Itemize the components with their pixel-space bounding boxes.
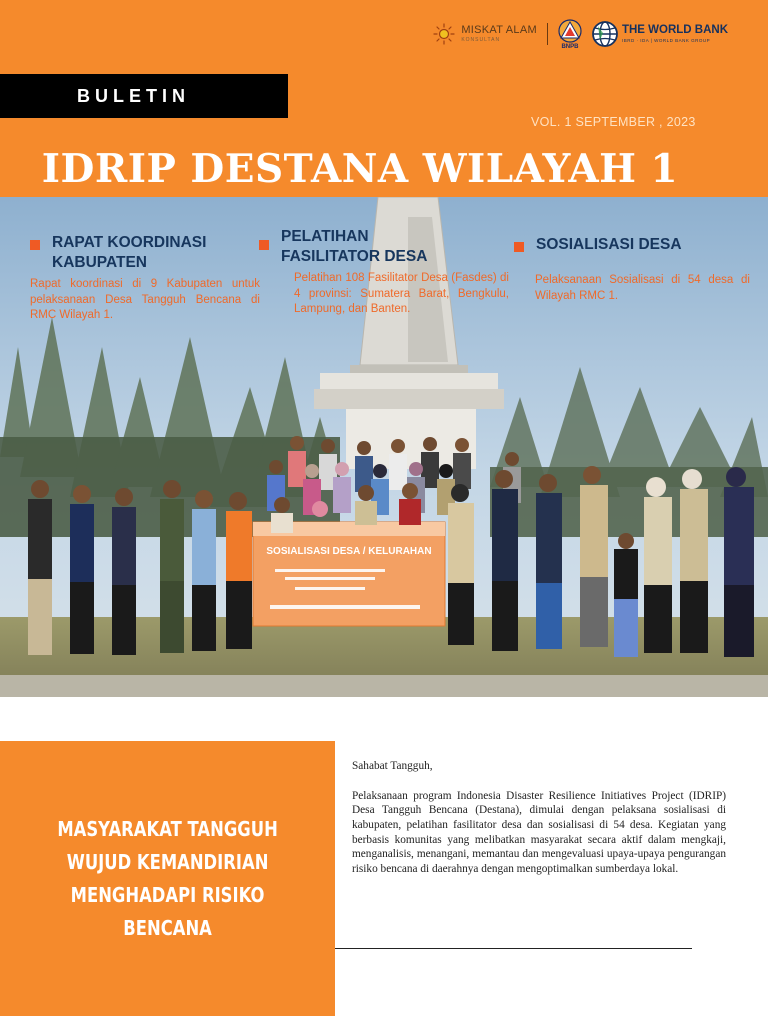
buletin-label: BULETIN [77,85,190,106]
bullet-square [259,240,269,250]
bullet-square [514,242,524,252]
tagline-line: MASYARAKAT TANGGUH [57,817,278,841]
volume-date: VOL. 1 SEPTEMBER , 2023 [531,115,696,129]
miskat-name: MISKAT ALAM [461,24,537,36]
highlight-title: PELATIHAN FASILITATOR DESA [281,228,428,266]
highlight-title: RAPAT KOORDINASI KABUPATEN [52,234,207,272]
world-bank-sub: IBRD · IDA | WORLD BANK GROUP [621,37,711,43]
signature-line [335,948,692,949]
miskat-sub: KONSULTAN [461,37,501,43]
group-photo [0,197,768,697]
highlight-sosialisasi-desa [514,235,750,304]
partner-logos [433,14,728,54]
miskat-alam-logo [433,23,537,45]
tagline-line: WUJUD KEMANDIRIAN [66,850,269,874]
bnpb-logo [558,19,582,50]
sun-icon [433,23,455,45]
world-bank-name: THE WORLD BANK [621,24,728,36]
editorial-letter [352,759,726,877]
banner-title: SOSIALISASI DESA / KELURAHAN [266,546,432,557]
highlight-title: SOSIALISASI DESA [536,236,682,253]
highlight-pelatihan-fasilitator [259,227,509,318]
tagline-line: MENGHADAPI RISIKO BENCANA [70,883,265,940]
world-bank-logo [592,21,728,47]
highlight-rapat-koordinasi [30,233,260,324]
highlight-desc: Pelatihan 108 Fasilitator Desa (Fasdes) di 4 provinsi: Sumatera Barat, Bengkulu, Lampung, dan Banten. [294,272,509,316]
globe-icon [592,21,618,47]
letter-greeting: Sahabat Tangguh, [352,760,433,772]
highlight-desc: Pelaksanaan Sosialisasi di 54 desa di Wilayah RMC 1. [535,274,750,302]
buletin-label-bar [0,74,288,118]
letter-body: Pelaksanaan program Indonesia Disaster Resilience Initiatives Project (IDRIP) Desa Tangguh Bencana (Destana), dimulai dengan pelaksana sosialisasi di kabupaten, pelatihan fasilitator desa dan sosialisasi di 54 desa. Kegiatan yang berbasis komunitas yang melibatkan masyarakat secara aktif dalam mengkaji, menganalisis, menangani, memantau dan mengevaluasi upaya-upaya pengurangan risiko bencana di daerahnya dengan mengoptimalkan sumberdaya lokal. [352,789,726,876]
page-title: IDRIP DESTANA WILAYAH 1 [41,146,679,192]
bullet-square [30,240,40,250]
bnpb-text: BNPB [561,43,579,50]
logo-divider [547,23,548,45]
tagline [30,813,305,945]
highlight-desc: Rapat koordinasi di 9 Kabupaten untuk pelaksanaan Desa Tangguh Bencana di RMC Wilayah 1. [30,278,260,322]
bnpb-emblem-icon [558,19,582,43]
